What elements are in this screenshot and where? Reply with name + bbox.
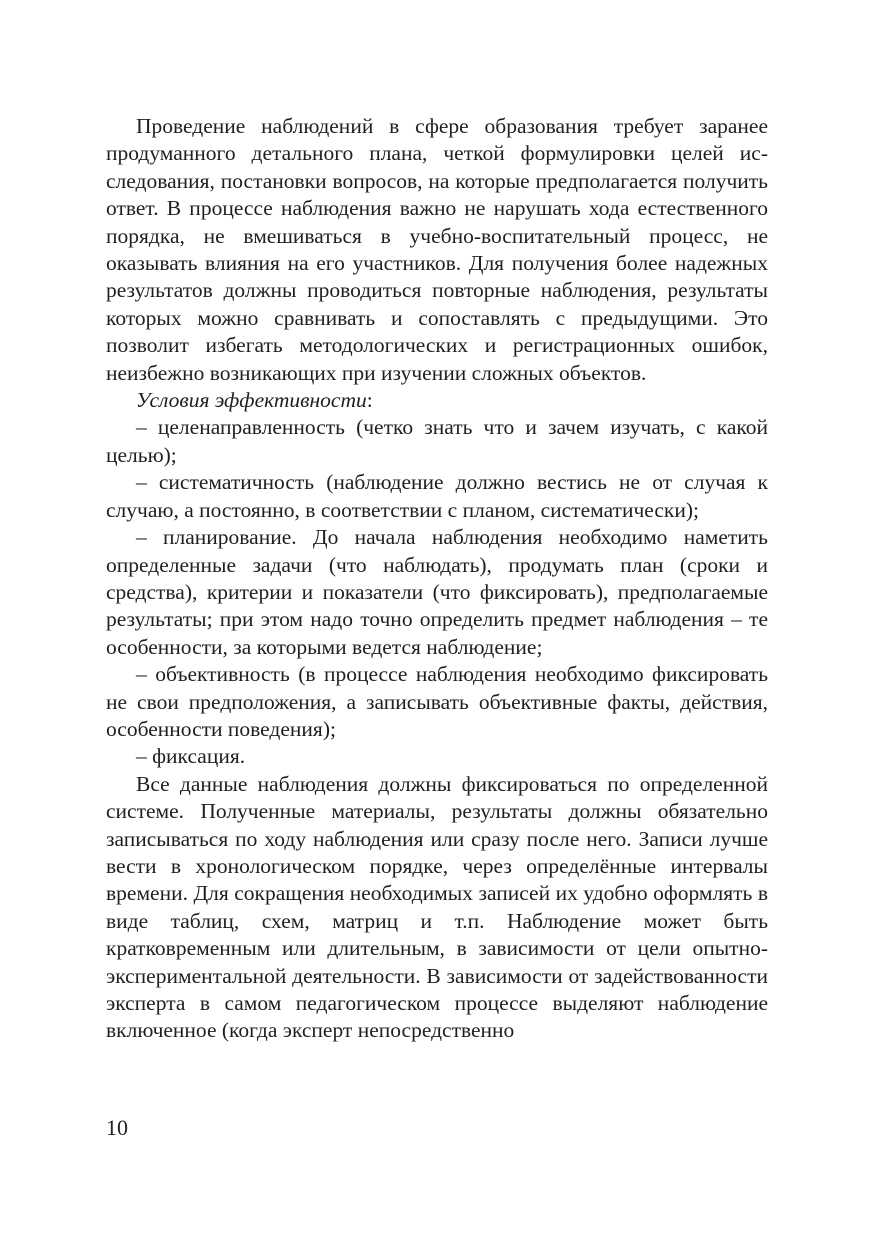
list-item-planning: – планирование. До начала наблюдения необходимо наметить определенные задачи (что наблюдать), продумать план (сроки и средства), критерии и показатели (что фиксировать), предполагаемые результаты; при этом надо точно определить предмет наблюдения – те особенности, за которыми ведется наблюдение; <box>106 525 768 659</box>
list-item-purposefulness: – целенаправленность (четко знать что и зачем изучать, с какой целью); <box>106 415 768 467</box>
conditions-heading-colon: : <box>366 388 373 413</box>
list-item-fixation: – фиксация. <box>136 744 246 769</box>
page-number: 10 <box>106 1115 128 1140</box>
list-item-objectivity: – объективность (в процессе наблюдения необходимо фиксировать не свои предположения, а записывать объективные факты, действия, особенности поведения); <box>106 662 768 741</box>
paragraph-data-recording: Все данные наблюдения должны фиксироваться по определенной системе. Полученные материалы, результаты должны обязательно записываться по ходу наблюдения или сразу после него. Записи лучше вести в хронологическом порядке, через определённые интервалы времени. Для сокращения необходимых записей их удобно оформлять в виде таблиц, схем, матриц и т.п. Наблюдение может быть кратковременным или длительным, в зависимости от цели опытно-экспериментальной деятельности. В зависимости от задействованности эксперта в самом педагогическом процессе выделяют наблюдение включенное (когда эксперт непосредственно <box>106 771 768 1043</box>
paragraph-observation-intro: Проведение наблюдений в сфере образования требует заранее продуманного детального плана, четкой формулировки целей исследования, постановки вопросов, на которые предполагается получить ответ. В процессе наблюдения важно не нарушать хода естественного порядка, не вмешиваться в учебно-воспитательный процесс, не оказывать влияния на его участников. Для получения более надежных результатов должны проводиться повторные наблюдения, результаты которых можно сравнивать и сопоставлять с предыдущими. Это позволит избегать методологических и регистрационных ошибок, неизбежно возникающих при изучении сложных объектов. <box>106 114 768 385</box>
list-item-systematicity: – систематичность (наблюдение должно вестись не от случая к случаю, а постоянно, в соответствии с планом, систематически); <box>106 470 768 522</box>
conditions-heading <box>106 387 768 414</box>
conditions-heading-italic: Условия эффективности <box>136 388 367 413</box>
body-text <box>106 113 768 1045</box>
